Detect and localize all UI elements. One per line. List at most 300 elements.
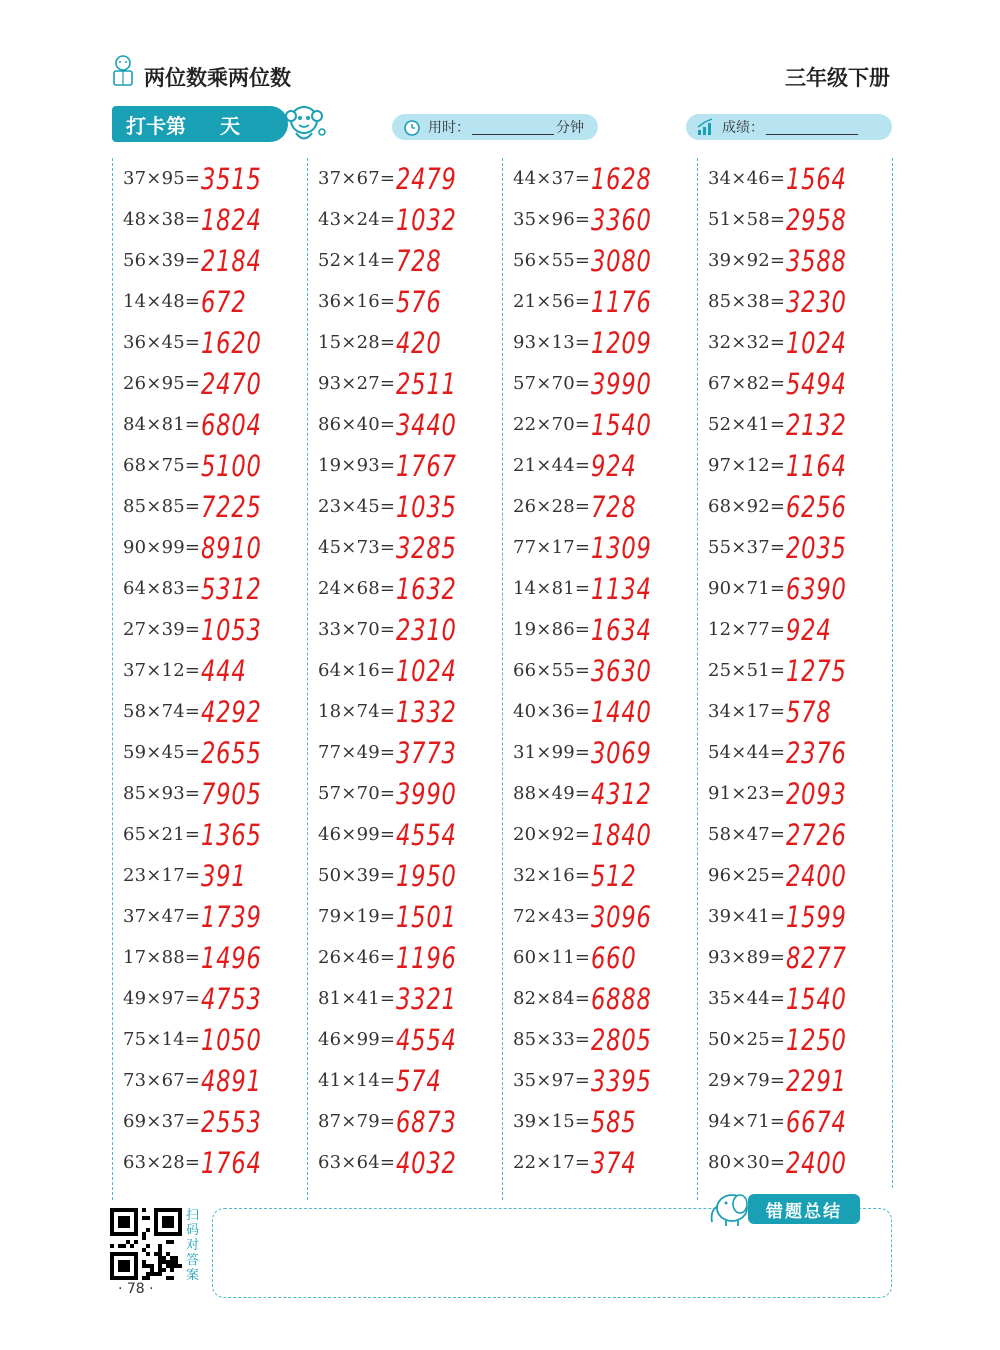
problem-text: 54×44= xyxy=(708,742,786,763)
problem-text: 39×15= xyxy=(513,1111,591,1132)
handwritten-answer: 6873 xyxy=(396,1104,457,1139)
handwritten-answer: 3230 xyxy=(786,284,847,319)
exercise-column xyxy=(697,158,892,1200)
problem-text: 82×84= xyxy=(513,988,591,1009)
exercise-row xyxy=(307,527,502,568)
exercise-row xyxy=(307,691,502,732)
qr-code-icon xyxy=(110,1208,182,1280)
problem-text: 59×45= xyxy=(123,742,201,763)
handwritten-answer: 8277 xyxy=(786,940,847,975)
problem-text: 50×39= xyxy=(318,865,396,886)
handwritten-answer: 7905 xyxy=(201,776,262,811)
handwritten-answer: 6674 xyxy=(786,1104,847,1139)
problem-text: 44×37= xyxy=(513,168,591,189)
handwritten-answer: 1050 xyxy=(201,1022,262,1057)
problem-text: 33×70= xyxy=(318,619,396,640)
problem-text: 90×71= xyxy=(708,578,786,599)
exercise-row xyxy=(112,937,307,978)
handwritten-answer: 1332 xyxy=(396,694,457,729)
handwritten-answer: 1496 xyxy=(201,940,262,975)
exercise-row xyxy=(502,527,697,568)
handwritten-answer: 1739 xyxy=(201,899,262,934)
exercise-row xyxy=(502,937,697,978)
handwritten-answer: 2376 xyxy=(786,735,847,770)
exercise-row xyxy=(112,691,307,732)
exercise-row xyxy=(697,527,892,568)
problem-text: 36×45= xyxy=(123,332,201,353)
problem-text: 46×99= xyxy=(318,824,396,845)
handwritten-answer: 4032 xyxy=(396,1145,457,1180)
problem-text: 64×16= xyxy=(318,660,396,681)
exercise-row xyxy=(502,1142,697,1183)
exercise-row xyxy=(307,1060,502,1101)
handwritten-answer: 3096 xyxy=(591,899,652,934)
problem-text: 35×96= xyxy=(513,209,591,230)
problem-text: 79×19= xyxy=(318,906,396,927)
handwritten-answer: 512 xyxy=(591,858,637,893)
handwritten-answer: 6390 xyxy=(786,571,847,606)
handwritten-answer: 672 xyxy=(201,284,247,319)
problem-text: 91×23= xyxy=(708,783,786,804)
problem-text: 29×79= xyxy=(708,1070,786,1091)
problem-text: 80×30= xyxy=(708,1152,786,1173)
exercise-row xyxy=(112,445,307,486)
problem-text: 34×17= xyxy=(708,701,786,722)
problem-text: 63×28= xyxy=(123,1152,201,1173)
problem-text: 55×37= xyxy=(708,537,786,558)
handwritten-answer: 924 xyxy=(591,448,637,483)
problem-text: 12×77= xyxy=(708,619,786,640)
problem-text: 84×81= xyxy=(123,414,201,435)
exercise-row xyxy=(112,855,307,896)
exercise-row xyxy=(112,486,307,527)
handwritten-answer: 1440 xyxy=(591,694,652,729)
exercise-row xyxy=(307,609,502,650)
handwritten-answer: 1309 xyxy=(591,530,652,565)
exercise-column xyxy=(307,158,502,1200)
handwritten-answer: 2805 xyxy=(591,1022,652,1057)
handwritten-answer: 2291 xyxy=(786,1063,847,1098)
handwritten-answer: 4312 xyxy=(591,776,652,811)
handwritten-answer: 1209 xyxy=(591,325,652,360)
handwritten-answer: 4554 xyxy=(396,817,457,852)
problem-text: 24×68= xyxy=(318,578,396,599)
handwritten-answer: 2655 xyxy=(201,735,262,770)
exercise-row xyxy=(502,773,697,814)
problem-text: 46×99= xyxy=(318,1029,396,1050)
handwritten-answer: 8910 xyxy=(201,530,262,565)
handwritten-answer: 5100 xyxy=(201,448,262,483)
exercise-row xyxy=(502,199,697,240)
time-blank xyxy=(472,120,554,135)
punch-prefix: 打卡第 xyxy=(126,113,186,138)
handwritten-answer: 3990 xyxy=(591,366,652,401)
exercise-row xyxy=(112,773,307,814)
exercise-row xyxy=(112,650,307,691)
handwritten-answer: 2093 xyxy=(786,776,847,811)
handwritten-answer: 2511 xyxy=(396,366,457,401)
exercise-row xyxy=(112,1060,307,1101)
problem-text: 68×92= xyxy=(708,496,786,517)
handwritten-answer: 1840 xyxy=(591,817,652,852)
time-label: 用时： xyxy=(428,120,470,136)
problem-text: 23×45= xyxy=(318,496,396,517)
page-title: 两位数乘两位数 xyxy=(144,66,291,90)
problem-text: 31×99= xyxy=(513,742,591,763)
handwritten-answer: 1134 xyxy=(591,571,652,606)
exercise-row xyxy=(502,158,697,199)
exercise-row xyxy=(697,486,892,527)
exercise-row xyxy=(307,1019,502,1060)
problem-text: 93×89= xyxy=(708,947,786,968)
handwritten-answer: 374 xyxy=(591,1145,637,1180)
handwritten-answer: 660 xyxy=(591,940,637,975)
exercise-row xyxy=(307,322,502,363)
handwritten-answer: 1053 xyxy=(201,612,262,647)
page-number: · 78 · xyxy=(118,1281,154,1297)
handwritten-answer: 1164 xyxy=(786,448,847,483)
problem-text: 56×39= xyxy=(123,250,201,271)
punch-suffix: 天 xyxy=(220,113,240,138)
problem-text: 77×17= xyxy=(513,537,591,558)
handwritten-answer: 1950 xyxy=(396,858,457,893)
exercise-row xyxy=(697,855,892,896)
exercise-row xyxy=(502,691,697,732)
problem-text: 64×83= xyxy=(123,578,201,599)
handwritten-answer: 2726 xyxy=(786,817,847,852)
handwritten-answer: 2400 xyxy=(786,858,847,893)
problem-text: 68×75= xyxy=(123,455,201,476)
child-reading-icon xyxy=(108,54,138,88)
exercise-row xyxy=(112,978,307,1019)
exercise-grid xyxy=(112,158,892,1200)
problem-text: 35×97= xyxy=(513,1070,591,1091)
exercise-row xyxy=(502,978,697,1019)
exercise-row xyxy=(502,1060,697,1101)
exercise-row xyxy=(502,240,697,281)
problem-text: 43×24= xyxy=(318,209,396,230)
exercise-row xyxy=(307,199,502,240)
handwritten-answer: 3285 xyxy=(396,530,457,565)
problem-text: 69×37= xyxy=(123,1111,201,1132)
problem-text: 34×46= xyxy=(708,168,786,189)
problem-text: 60×11= xyxy=(513,947,591,968)
exercise-row xyxy=(502,486,697,527)
problem-text: 26×28= xyxy=(513,496,591,517)
problem-text: 97×12= xyxy=(708,455,786,476)
problem-text: 66×55= xyxy=(513,660,591,681)
exercise-row xyxy=(697,322,892,363)
exercise-row xyxy=(112,1142,307,1183)
handwritten-answer: 1035 xyxy=(396,489,457,524)
handwritten-answer: 2310 xyxy=(396,612,457,647)
exercise-row xyxy=(307,855,502,896)
exercise-row xyxy=(112,814,307,855)
handwritten-answer: 1767 xyxy=(396,448,457,483)
score-field xyxy=(686,114,892,140)
exercise-row xyxy=(307,650,502,691)
handwritten-answer: 4891 xyxy=(201,1063,262,1098)
problem-text: 86×40= xyxy=(318,414,396,435)
handwritten-answer: 2553 xyxy=(201,1104,262,1139)
exercise-row xyxy=(502,568,697,609)
problem-text: 75×14= xyxy=(123,1029,201,1050)
exercise-row xyxy=(112,527,307,568)
elephant-mascot-icon xyxy=(706,1188,752,1228)
handwritten-answer: 1632 xyxy=(396,571,457,606)
exercise-row xyxy=(307,240,502,281)
problem-text: 15×28= xyxy=(318,332,396,353)
problem-text: 26×95= xyxy=(123,373,201,394)
problem-text: 25×51= xyxy=(708,660,786,681)
exercise-column xyxy=(112,158,307,1200)
exercise-row xyxy=(502,322,697,363)
handwritten-answer: 1176 xyxy=(591,284,652,319)
problem-text: 37×67= xyxy=(318,168,396,189)
problem-text: 18×74= xyxy=(318,701,396,722)
exercise-row xyxy=(112,240,307,281)
handwritten-answer: 3080 xyxy=(591,243,652,278)
grid-right-border xyxy=(892,158,893,1188)
problem-text: 27×39= xyxy=(123,619,201,640)
exercise-row xyxy=(502,896,697,937)
handwritten-answer: 1032 xyxy=(396,202,457,237)
exercise-row xyxy=(307,814,502,855)
exercise-row xyxy=(697,1142,892,1183)
problem-text: 88×49= xyxy=(513,783,591,804)
exercise-row xyxy=(697,609,892,650)
exercise-row xyxy=(502,281,697,322)
time-unit: 分钟 xyxy=(556,120,584,136)
punch-day-banner xyxy=(112,106,288,142)
handwritten-answer: 585 xyxy=(591,1104,637,1139)
problem-text: 94×71= xyxy=(708,1111,786,1132)
exercise-row xyxy=(502,609,697,650)
exercise-row xyxy=(112,609,307,650)
handwritten-answer: 1628 xyxy=(591,161,652,196)
handwritten-answer: 728 xyxy=(396,243,442,278)
exercise-row xyxy=(112,732,307,773)
exercise-row xyxy=(697,732,892,773)
handwritten-answer: 1024 xyxy=(786,325,847,360)
exercise-row xyxy=(697,896,892,937)
problem-text: 50×25= xyxy=(708,1029,786,1050)
exercise-row xyxy=(697,281,892,322)
handwritten-answer: 924 xyxy=(786,612,832,647)
problem-text: 36×16= xyxy=(318,291,396,312)
exercise-row xyxy=(697,1060,892,1101)
exercise-row xyxy=(307,445,502,486)
problem-text: 85×38= xyxy=(708,291,786,312)
score-blank xyxy=(766,120,858,135)
handwritten-answer: 1620 xyxy=(201,325,262,360)
handwritten-answer: 6256 xyxy=(786,489,847,524)
exercise-row xyxy=(307,1142,502,1183)
problem-text: 41×14= xyxy=(318,1070,396,1091)
problem-text: 40×36= xyxy=(513,701,591,722)
exercise-row xyxy=(307,363,502,404)
problem-text: 26×46= xyxy=(318,947,396,968)
handwritten-answer: 1275 xyxy=(786,653,847,688)
handwritten-answer: 3630 xyxy=(591,653,652,688)
exercise-row xyxy=(112,568,307,609)
handwritten-answer: 2400 xyxy=(786,1145,847,1180)
problem-text: 21×44= xyxy=(513,455,591,476)
exercise-row xyxy=(112,1019,307,1060)
problem-text: 58×47= xyxy=(708,824,786,845)
handwritten-answer: 4753 xyxy=(201,981,262,1016)
handwritten-answer: 444 xyxy=(201,653,247,688)
handwritten-answer: 3360 xyxy=(591,202,652,237)
exercise-row xyxy=(697,650,892,691)
problem-text: 45×73= xyxy=(318,537,396,558)
exercise-row xyxy=(697,1019,892,1060)
handwritten-answer: 1634 xyxy=(591,612,652,647)
problem-text: 49×97= xyxy=(123,988,201,1009)
handwritten-answer: 1824 xyxy=(201,202,262,237)
problem-text: 52×14= xyxy=(318,250,396,271)
exercise-row xyxy=(697,363,892,404)
handwritten-answer: 1564 xyxy=(786,161,847,196)
handwritten-answer: 2184 xyxy=(201,243,262,278)
problem-text: 37×12= xyxy=(123,660,201,681)
problem-text: 39×92= xyxy=(708,250,786,271)
problem-text: 73×67= xyxy=(123,1070,201,1091)
handwritten-answer: 3321 xyxy=(396,981,457,1016)
monkey-mascot-icon xyxy=(282,102,330,146)
problem-text: 58×74= xyxy=(123,701,201,722)
problem-text: 81×41= xyxy=(318,988,396,1009)
handwritten-answer: 3515 xyxy=(201,161,262,196)
exercise-row xyxy=(307,732,502,773)
exercise-column xyxy=(502,158,697,1200)
exercise-row xyxy=(307,896,502,937)
exercise-row xyxy=(697,1101,892,1142)
problem-text: 51×58= xyxy=(708,209,786,230)
problem-text: 19×86= xyxy=(513,619,591,640)
handwritten-answer: 7225 xyxy=(201,489,262,524)
problem-text: 93×13= xyxy=(513,332,591,353)
problem-text: 37×47= xyxy=(123,906,201,927)
exercise-row xyxy=(502,363,697,404)
exercise-row xyxy=(697,937,892,978)
problem-text: 35×44= xyxy=(708,988,786,1009)
exercise-row xyxy=(502,855,697,896)
exercise-row xyxy=(502,445,697,486)
handwritten-answer: 4292 xyxy=(201,694,262,729)
handwritten-answer: 1250 xyxy=(786,1022,847,1057)
exercise-row xyxy=(697,199,892,240)
handwritten-answer: 1540 xyxy=(786,981,847,1016)
handwritten-answer: 1024 xyxy=(396,653,457,688)
problem-text: 96×25= xyxy=(708,865,786,886)
handwritten-answer: 3440 xyxy=(396,407,457,442)
problem-text: 65×21= xyxy=(123,824,201,845)
problem-text: 14×81= xyxy=(513,578,591,599)
scan-answer-label: 扫码对答案 xyxy=(186,1208,200,1283)
exercise-row xyxy=(697,978,892,1019)
handwritten-answer: 2470 xyxy=(201,366,262,401)
exercise-row xyxy=(112,322,307,363)
handwritten-answer: 1365 xyxy=(201,817,262,852)
problem-text: 37×95= xyxy=(123,168,201,189)
exercise-row xyxy=(697,240,892,281)
problem-text: 85×93= xyxy=(123,783,201,804)
handwritten-answer: 2479 xyxy=(396,161,457,196)
problem-text: 48×38= xyxy=(123,209,201,230)
problem-text: 63×64= xyxy=(318,1152,396,1173)
problem-text: 57×70= xyxy=(318,783,396,804)
exercise-row xyxy=(112,281,307,322)
handwritten-answer: 3069 xyxy=(591,735,652,770)
handwritten-answer: 2958 xyxy=(786,202,847,237)
problem-text: 67×82= xyxy=(708,373,786,394)
problem-text: 14×48= xyxy=(123,291,201,312)
handwritten-answer: 3773 xyxy=(396,735,457,770)
problem-text: 17×88= xyxy=(123,947,201,968)
handwritten-answer: 5494 xyxy=(786,366,847,401)
problem-text: 32×32= xyxy=(708,332,786,353)
bar-chart-icon xyxy=(696,117,716,137)
exercise-row xyxy=(502,650,697,691)
handwritten-answer: 1540 xyxy=(591,407,652,442)
score-label: 成绩： xyxy=(722,120,764,136)
problem-text: 56×55= xyxy=(513,250,591,271)
handwritten-answer: 5312 xyxy=(201,571,262,606)
problem-text: 39×41= xyxy=(708,906,786,927)
problem-text: 57×70= xyxy=(513,373,591,394)
exercise-row xyxy=(697,814,892,855)
exercise-row xyxy=(697,773,892,814)
exercise-row xyxy=(307,773,502,814)
handwritten-answer: 1599 xyxy=(786,899,847,934)
exercise-row xyxy=(697,445,892,486)
exercise-row xyxy=(112,1101,307,1142)
time-field xyxy=(392,114,598,140)
exercise-row xyxy=(307,486,502,527)
problem-text: 72×43= xyxy=(513,906,591,927)
exercise-row xyxy=(307,404,502,445)
handwritten-answer: 3990 xyxy=(396,776,457,811)
handwritten-answer: 1196 xyxy=(396,940,457,975)
exercise-row xyxy=(697,691,892,732)
exercise-row xyxy=(502,1019,697,1060)
problem-text: 21×56= xyxy=(513,291,591,312)
exercise-row xyxy=(502,732,697,773)
handwritten-answer: 1501 xyxy=(396,899,457,934)
exercise-row xyxy=(307,281,502,322)
handwritten-answer: 728 xyxy=(591,489,637,524)
problem-text: 22×70= xyxy=(513,414,591,435)
exercise-row xyxy=(307,978,502,1019)
exercise-row xyxy=(697,158,892,199)
handwritten-answer: 3588 xyxy=(786,243,847,278)
problem-text: 90×99= xyxy=(123,537,201,558)
problem-text: 20×92= xyxy=(513,824,591,845)
problem-text: 85×85= xyxy=(123,496,201,517)
handwritten-answer: 576 xyxy=(396,284,442,319)
problem-text: 22×17= xyxy=(513,1152,591,1173)
exercise-row xyxy=(112,158,307,199)
problem-text: 52×41= xyxy=(708,414,786,435)
handwritten-answer: 2132 xyxy=(786,407,847,442)
problem-text: 19×93= xyxy=(318,455,396,476)
handwritten-answer: 2035 xyxy=(786,530,847,565)
mistake-summary-tab: 错题总结 xyxy=(748,1194,860,1224)
exercise-row xyxy=(112,896,307,937)
exercise-row xyxy=(697,568,892,609)
problem-text: 77×49= xyxy=(318,742,396,763)
